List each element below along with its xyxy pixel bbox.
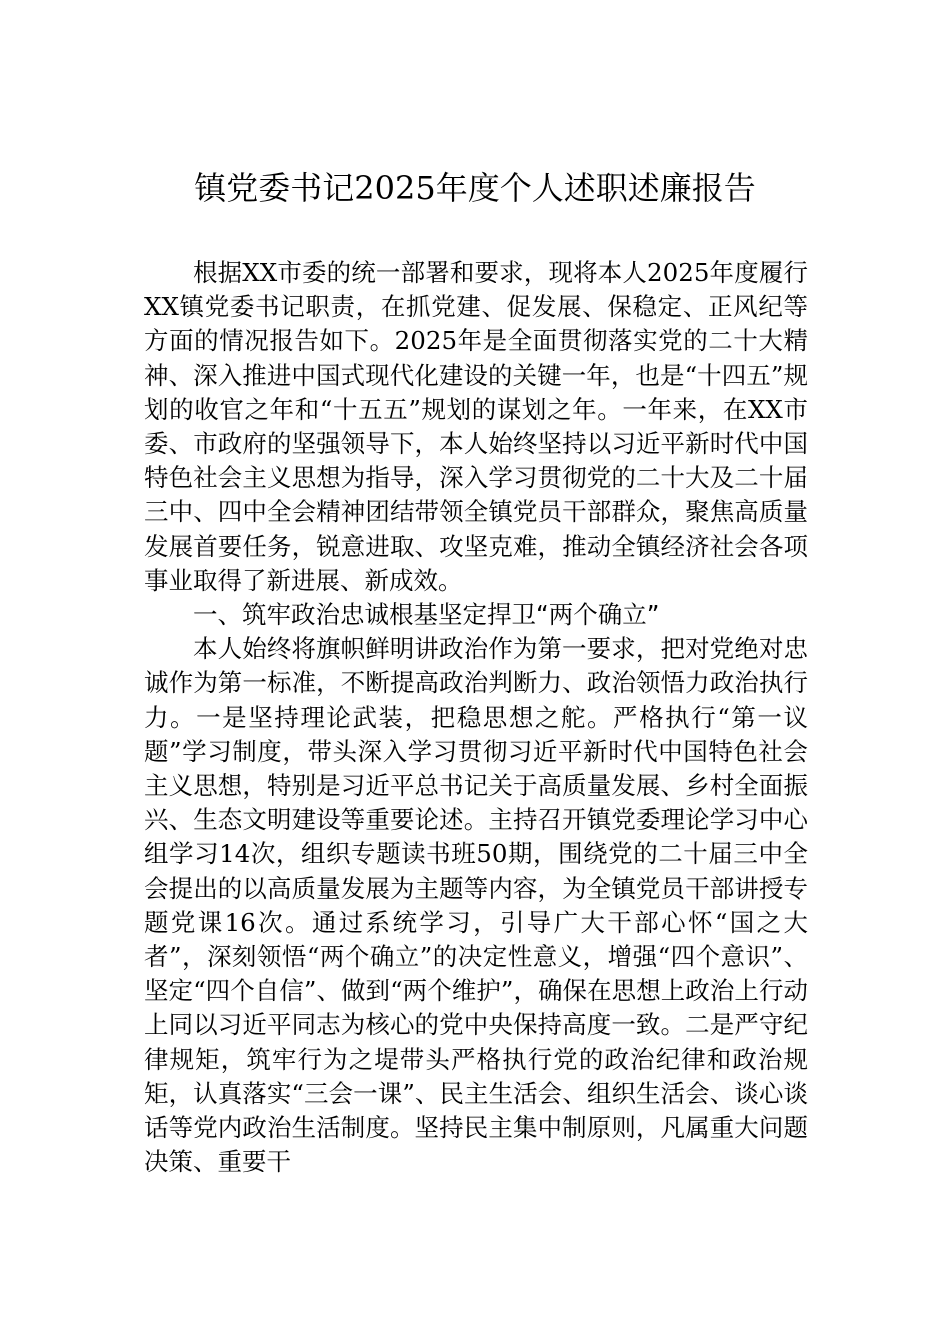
document-body	[144, 256, 808, 1179]
section-1-paragraph: 本人始终将旗帜鲜明讲政治作为第一要求，把对党绝对忠诚作为第一标准，不断提高政治判断力、政治领悟力政治执行力。一是坚持理论武装，把稳思想之舵。严格执行“第一议题”学习制度，带头深入学习贯彻习近平新时代中国特色社会主义思想，特别是习近平总书记关于高质量发展、乡村全面振兴、生态文明建设等重要论述。主持召开镇党委理论学习中心组学习14次，组织专题读书班50期，围绕党的二十届三中全会提出的以高质量发展为主题等内容，为全镇党员干部讲授专题党课16次。通过系统学习，引导广大干部心怀“国之大者”，深刻领悟“两个确立”的决定性意义，增强“四个意识”、坚定“四个自信”、做到“两个维护”，确保在思想上政治上行动上同以习近平同志为核心的党中央保持高度一致。二是严守纪律规矩，筑牢行为之堤带头严格执行党的政治纪律和政治规矩，认真落实“三会一课”、民主生活会、组织生活会、谈心谈话等党内政治生活制度。坚持民主集中制原则，凡属重大问题决策、重要干	[144, 634, 808, 1177]
document-title: 镇党委书记2025年度个人述职述廉报告	[194, 169, 756, 207]
section-heading-1: 一、筑牢政治忠诚根基坚定捍卫“两个确立”	[193, 600, 660, 630]
intro-paragraph: 根据XX市委的统一部署和要求，现将本人2025年度履行XX镇党委书记职责，在抓党建、促发展、保稳定、正风纪等方面的情况报告如下。2025年是全面贯彻落实党的二十大精神、深入推进中国式现代化建设的关键一年，也是“十四五”规划的收官之年和“十五五”规划的谋划之年。一年来，在XX市委、市政府的坚强领导下，本人始终坚持以习近平新时代中国特色社会主义思想为指导，深入学习贯彻党的二十大及二十届三中、四中全会精神团结带领全镇党员干部群众，聚焦高质量发展首要任务，锐意进取、攻坚克难，推动全镇经济社会各项事业取得了新进展、新成效。	[144, 258, 808, 595]
